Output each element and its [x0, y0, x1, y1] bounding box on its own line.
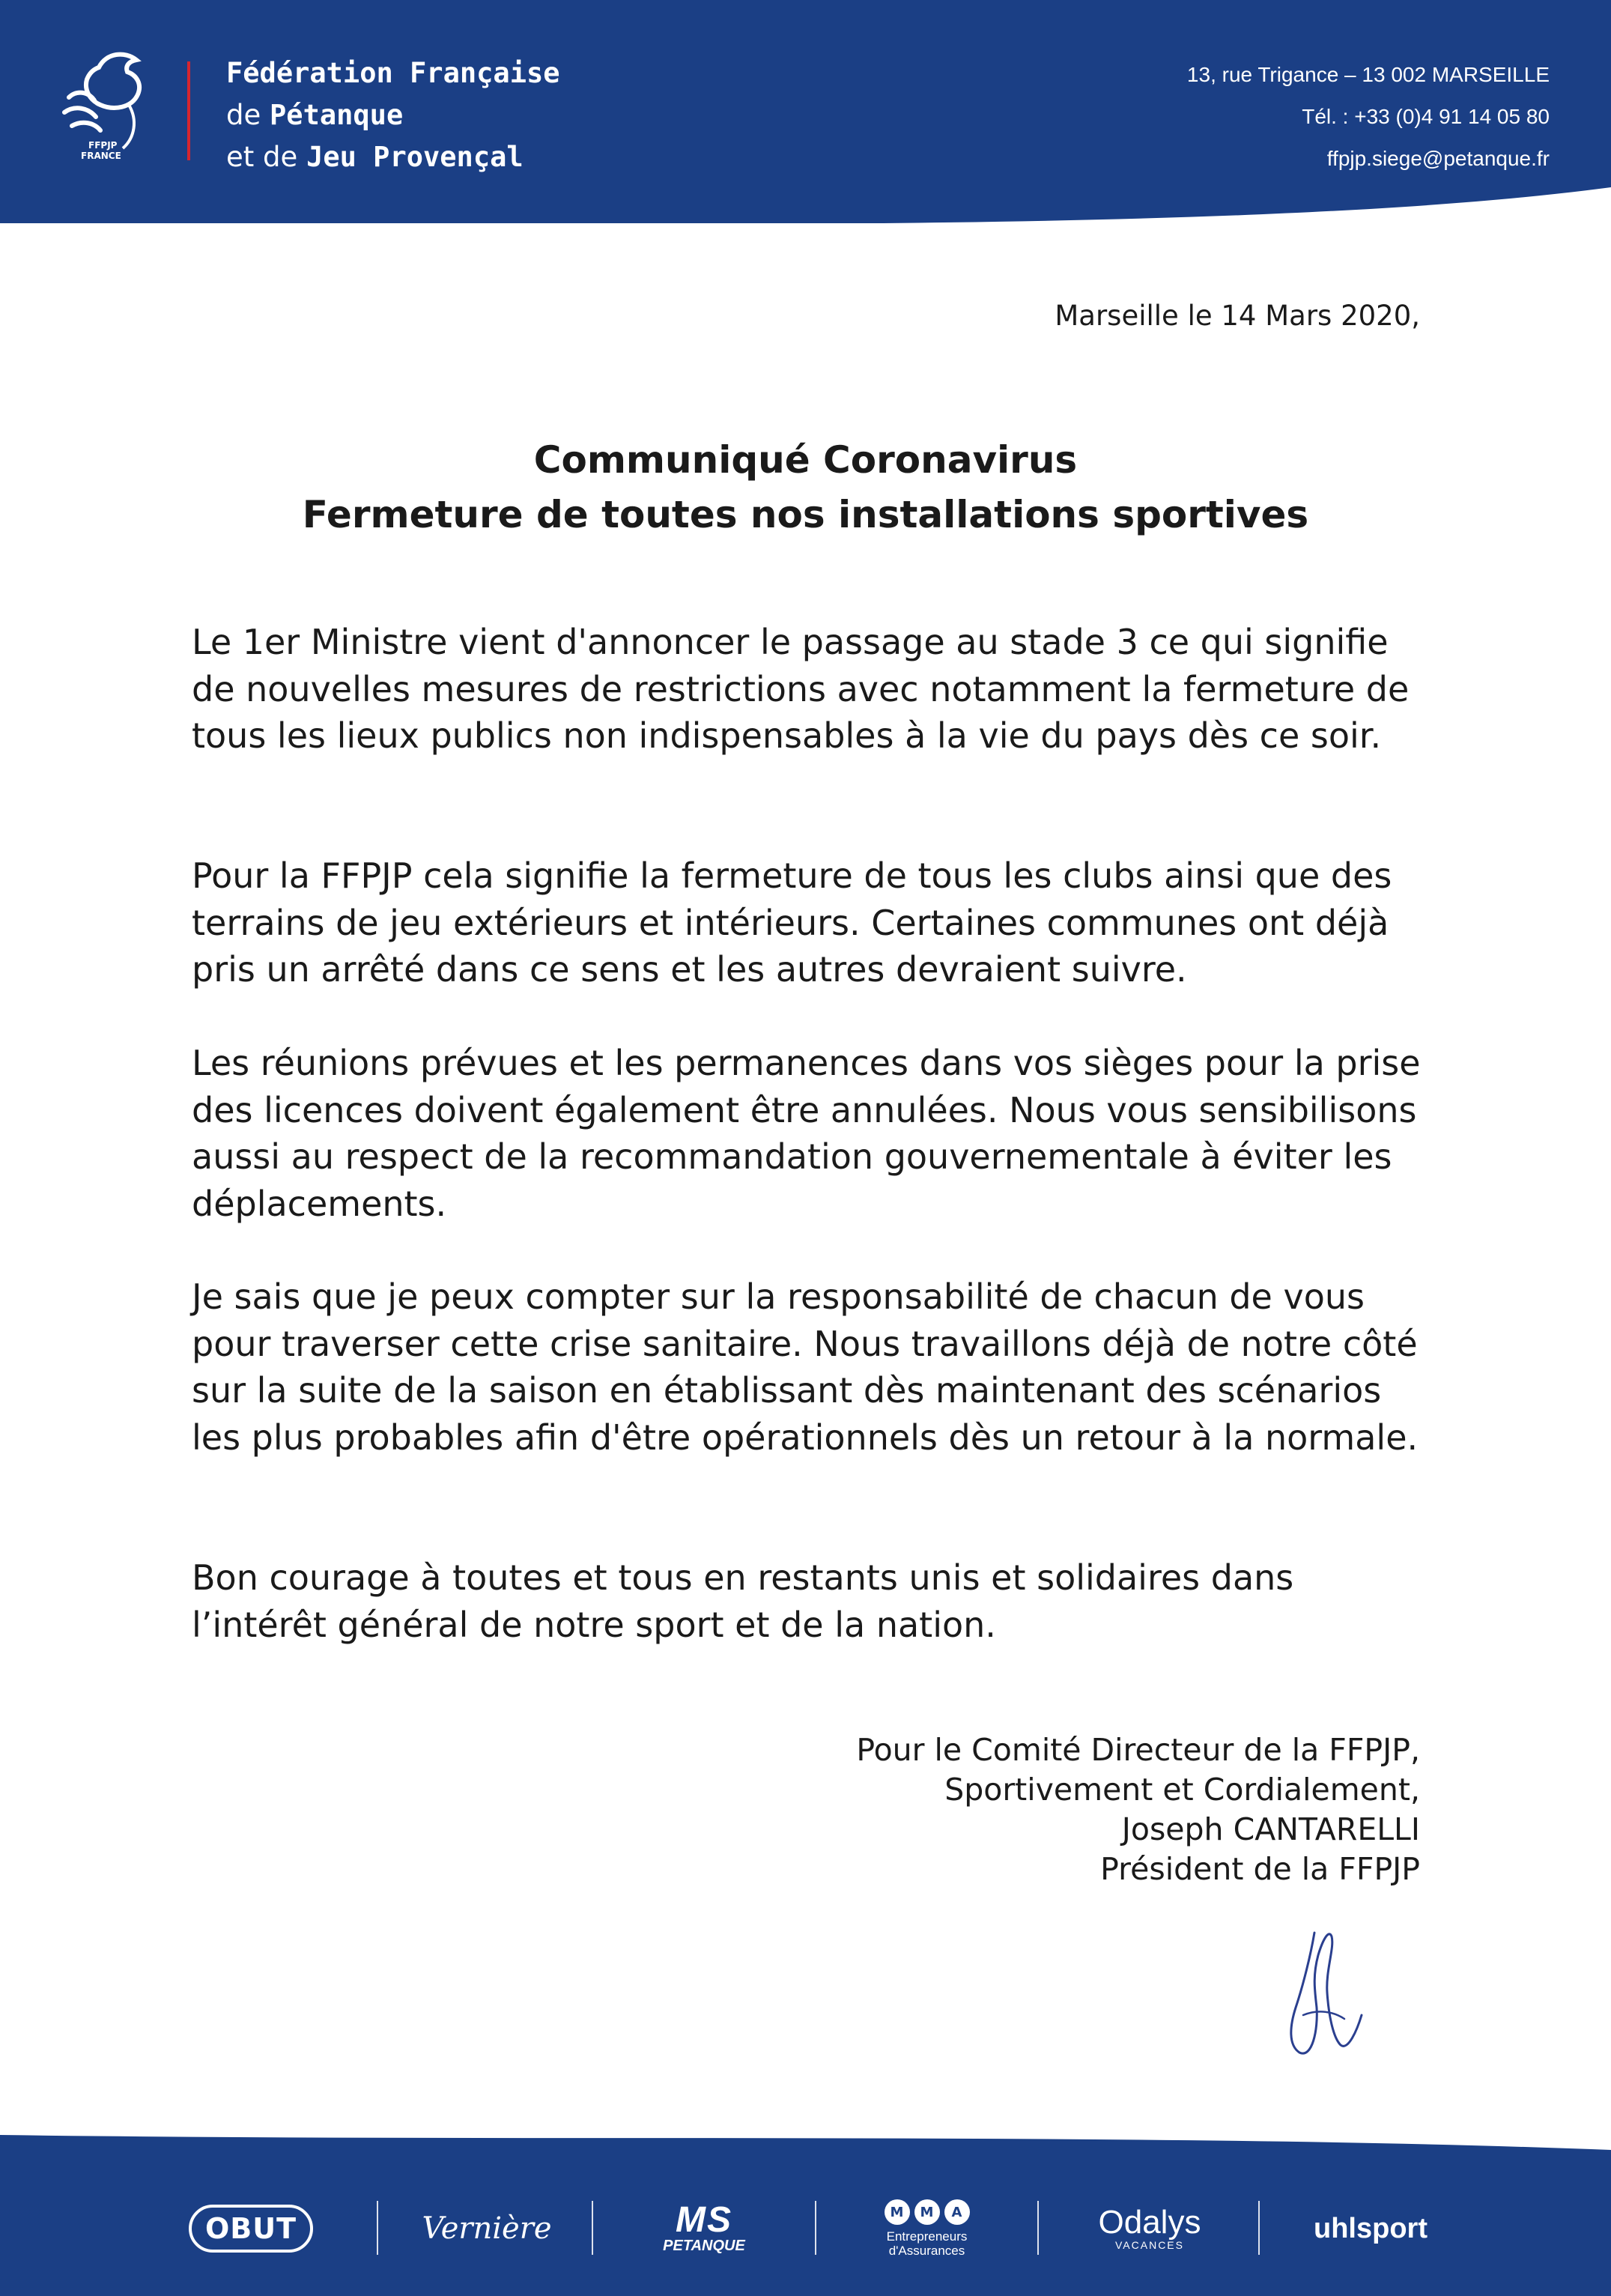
paragraph-4: Je sais que je peux compter sur la responsabilité de chacun de vous pour traverser cette crise sanitaire. Nous travaillons déjà de notre côté sur la suite de la saison en établissant dès maintenant des scénarios les plus probables afin d'être opérationnels dès un retour à la normale.: [192, 1276, 1419, 1458]
letterhead-header: [0, 0, 1611, 223]
mma-subtitle-1: Entrepreneurs: [886, 2229, 968, 2244]
paragraph-3: Les réunions prévues et les permanences dans vos sièges pour la prise des licences doivent également être annulées. Nous vous sensibilisons aussi au respect de la recommandation gouvernementale à éviter les déplacements.: [192, 1043, 1421, 1224]
odalys-subtitle: VACANCES: [1115, 2239, 1184, 2251]
mma-logo: [885, 2199, 970, 2225]
letter-title-line-1: Communiqué Coronavirus: [533, 438, 1078, 482]
paragraph-1: Le 1er Ministre vient d'annoncer le passage au stade 3 ce qui signifie de nouvelles mesures de restrictions avec notamment la fermeture de tous les lieux publics non indispensables à la vie du pays dès ce soir.: [192, 622, 1410, 756]
signoff-line-1: Pour le Comité Directeur de la FFPJP,: [856, 1732, 1420, 1768]
sponsor-separator: [592, 2201, 593, 2255]
signoff-line-3: Joseph CANTARELLI: [1121, 1811, 1420, 1847]
signoff-block: [856, 1730, 1420, 1889]
signoff-line-4: Président de la FFPJP: [1100, 1851, 1420, 1887]
contact-phone: Tél. : +33 (0)4 91 14 05 80: [1302, 105, 1550, 128]
uhlsport-logo: uhlsport: [1314, 2212, 1428, 2244]
ffpjp-rooster-logo: [54, 45, 159, 165]
federation-name: [226, 52, 560, 178]
federation-line-3-prefix: et de: [226, 141, 298, 173]
paragraph-5: Bon courage à toutes et tous en restants unis et solidaires dans l’intérêt général de notre sport et de la nation.: [192, 1557, 1294, 1645]
sponsor-separator: [1037, 2201, 1039, 2255]
logo-text-ffpjp: FFPJP: [88, 140, 118, 151]
sponsor-separator: [815, 2201, 816, 2255]
logo-divider: [187, 61, 190, 160]
contact-block: [1187, 54, 1550, 180]
sponsor-obut: [183, 2187, 318, 2270]
federation-line-3-word: Jeu Provençal: [306, 141, 524, 173]
ms-logo: MS: [676, 2199, 732, 2240]
signoff-line-2: Sportivement et Cordialement,: [944, 1772, 1420, 1808]
verniere-logo: Vernière: [422, 2211, 552, 2246]
mma-letter: M: [914, 2199, 940, 2225]
sponsor-ms-petanque: [644, 2187, 764, 2270]
letter-title-line-2: Fermeture de toutes nos installations sportives: [302, 493, 1309, 536]
ms-logo-subtitle: PETANQUE: [663, 2237, 745, 2254]
obut-logo: OBUT: [189, 2205, 313, 2253]
logo-text-france: FRANCE: [81, 151, 121, 161]
sponsor-mma: [865, 2187, 989, 2270]
handwritten-signature: [1273, 1925, 1386, 2064]
federation-line-2-prefix: de: [226, 99, 261, 131]
sponsor-odalys: [1086, 2187, 1213, 2270]
paragraph-2: Pour la FFPJP cela signifie la fermeture de tous les clubs ainsi que des terrains de jeu extérieurs et intérieurs. Certaines communes ont déjà pris un arrêté dans ce sens et les autres devraient suivre.: [192, 855, 1392, 990]
contact-address: 13, rue Trigance – 13 002 MARSEILLE: [1186, 63, 1550, 86]
sponsor-verniere: [422, 2187, 552, 2270]
letter-date: Marseille le 14 Mars 2020,: [1055, 300, 1420, 332]
federation-line-2-word: Pétanque: [270, 99, 404, 131]
odalys-logo: Odalys: [1098, 2204, 1201, 2241]
federation-line-1: Fédération Française: [226, 57, 560, 89]
sponsor-separator: [1258, 2201, 1260, 2255]
sponsor-separator: [377, 2201, 378, 2255]
mma-letter: A: [944, 2199, 970, 2225]
mma-letter: M: [885, 2199, 910, 2225]
sponsor-uhlsport: [1303, 2187, 1438, 2270]
sponsor-footer: [0, 2135, 1611, 2296]
mma-subtitle-2: d'Assurances: [888, 2244, 965, 2258]
contact-email[interactable]: ffpjp.siege@petanque.fr: [1326, 147, 1550, 170]
